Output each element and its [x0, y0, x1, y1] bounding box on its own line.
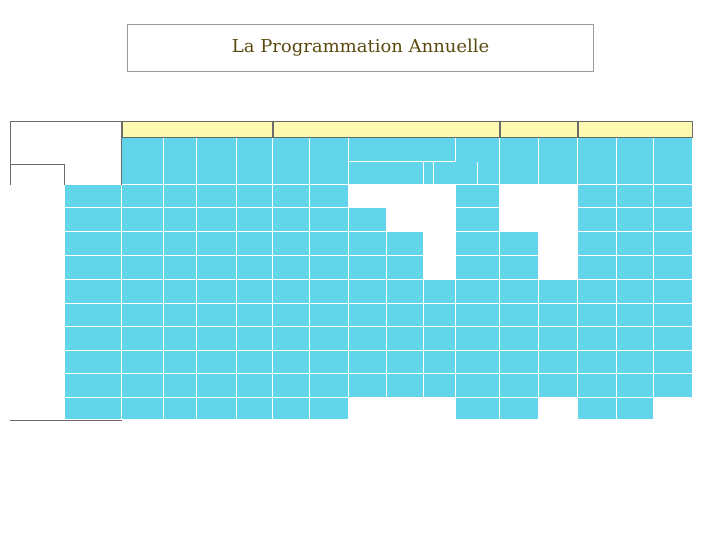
table-cell: [500, 208, 539, 232]
page-title: La Programmation Annuelle: [231, 36, 490, 57]
column-header: [500, 138, 539, 185]
table-cell: [164, 256, 197, 280]
table-cell: [578, 280, 617, 304]
month-label: [65, 208, 122, 232]
table-cell: [197, 327, 237, 351]
table-cell: [617, 327, 654, 351]
table-cell: [578, 351, 617, 374]
column-header: [617, 138, 654, 185]
table-cell: [578, 327, 617, 351]
table-cell: [164, 374, 197, 398]
month-label: [65, 351, 122, 374]
table-cell: [122, 327, 164, 351]
table-cell: [273, 304, 310, 327]
cycle-label: [10, 232, 65, 280]
table-cell: [387, 185, 424, 208]
column-header: [197, 138, 237, 185]
table-cell: [164, 351, 197, 374]
group-header: [500, 121, 578, 138]
table-cell: [617, 398, 654, 420]
table-cell: [273, 327, 310, 351]
table-cell: [456, 351, 500, 374]
table-cell: [122, 256, 164, 280]
table-cell: [349, 185, 387, 208]
table-cell: [617, 208, 654, 232]
table-cell: [122, 374, 164, 398]
table-cell: [539, 304, 578, 327]
cycle-label: [10, 280, 65, 327]
table-cell: [456, 304, 500, 327]
table-cell: [456, 185, 500, 208]
table-cell: [122, 185, 164, 208]
table-cell: [424, 351, 456, 374]
column-header: [654, 138, 693, 185]
table-cell: [197, 208, 237, 232]
table-cell: [387, 280, 424, 304]
table-cell: [237, 256, 273, 280]
table-cell: [349, 280, 387, 304]
table-cell: [654, 304, 693, 327]
table-cell: [424, 232, 456, 256]
table-cell: [617, 304, 654, 327]
column-header: [122, 138, 164, 185]
table-cell: [197, 232, 237, 256]
table-cell: [387, 351, 424, 374]
table-cell: [310, 232, 349, 256]
table-cell: [387, 398, 424, 420]
table-cell: [654, 327, 693, 351]
month-label: [65, 304, 122, 327]
table-cell: [654, 280, 693, 304]
table-cell: [578, 232, 617, 256]
table-cell: [122, 351, 164, 374]
table-cell: [387, 374, 424, 398]
table-cell: [237, 398, 273, 420]
table-cell: [539, 208, 578, 232]
table-cell: [310, 327, 349, 351]
table-cell: [237, 232, 273, 256]
table-cell: [617, 351, 654, 374]
table-cell: [424, 374, 456, 398]
table-cell: [456, 280, 500, 304]
table-cell: [273, 232, 310, 256]
subcolumn-header: [424, 162, 434, 185]
column-header: [273, 138, 310, 185]
table-cell: [164, 304, 197, 327]
table-cell: [617, 232, 654, 256]
cycle-label: [10, 185, 65, 232]
table-cell: [273, 280, 310, 304]
table-cell: [539, 351, 578, 374]
subcolumn-header: [349, 162, 424, 185]
table-cell: [122, 208, 164, 232]
table-cell: [310, 304, 349, 327]
month-label: [65, 327, 122, 351]
table-cell: [500, 374, 539, 398]
table-cell: [197, 304, 237, 327]
table-cell: [456, 232, 500, 256]
table-cell: [617, 185, 654, 208]
column-header: [578, 138, 617, 185]
table-cell: [310, 185, 349, 208]
table-cell: [164, 185, 197, 208]
table-cell: [164, 208, 197, 232]
month-label: [65, 185, 122, 208]
group-header: [578, 121, 693, 138]
table-cell: [578, 208, 617, 232]
table-cell: [654, 398, 693, 420]
cycle-label: [10, 327, 65, 374]
table-cell: [387, 256, 424, 280]
table-cell: [237, 374, 273, 398]
group-header: [273, 121, 500, 138]
group-header: [122, 121, 273, 138]
table-cell: [578, 374, 617, 398]
table-cell: [654, 232, 693, 256]
table-cell: [578, 304, 617, 327]
table-cell: [273, 256, 310, 280]
table-cell: [500, 304, 539, 327]
table-cell: [310, 374, 349, 398]
subcolumn-header: [434, 162, 478, 185]
table-cell: [654, 185, 693, 208]
table-cell: [456, 256, 500, 280]
table-cell: [578, 185, 617, 208]
column-header: [539, 138, 578, 185]
table-cell: [349, 351, 387, 374]
table-cell: [164, 232, 197, 256]
table-cell: [197, 280, 237, 304]
table-cell: [456, 374, 500, 398]
table-cell: [122, 398, 164, 420]
table-cell: [310, 256, 349, 280]
table-cell: [387, 327, 424, 351]
table-cell: [273, 208, 310, 232]
table-cell: [539, 280, 578, 304]
table-cell: [539, 185, 578, 208]
table-cell: [273, 185, 310, 208]
table-cell: [349, 208, 387, 232]
table-cell: [349, 327, 387, 351]
table-cell: [237, 185, 273, 208]
table-cell: [237, 304, 273, 327]
table-cell: [539, 327, 578, 351]
table-cell: [273, 351, 310, 374]
column-header-collectif: [349, 138, 456, 162]
table-cell: [310, 280, 349, 304]
table-cell: [500, 398, 539, 420]
table-cell: [424, 327, 456, 351]
column-header: [237, 138, 273, 185]
table-cell: [197, 398, 237, 420]
table-cell: [237, 351, 273, 374]
table-cell: [349, 398, 387, 420]
table-cell: [164, 280, 197, 304]
table-cell: [424, 208, 456, 232]
table-cell: [310, 351, 349, 374]
table-cell: [539, 398, 578, 420]
column-header: [164, 138, 197, 185]
table-cell: [654, 256, 693, 280]
table-cell: [122, 304, 164, 327]
table-cell: [310, 208, 349, 232]
table-cell: [349, 304, 387, 327]
table-cell: [424, 398, 456, 420]
table-cell: [424, 304, 456, 327]
table-cell: [237, 208, 273, 232]
table-cell: [500, 327, 539, 351]
table-cell: [500, 280, 539, 304]
table-cell: [197, 256, 237, 280]
table-cell: [539, 374, 578, 398]
table-cell: [539, 256, 578, 280]
table-cell: [387, 304, 424, 327]
table-cell: [349, 256, 387, 280]
table-cell: [237, 327, 273, 351]
table-cell: [424, 280, 456, 304]
table-cell: [654, 351, 693, 374]
table-cell: [164, 327, 197, 351]
table-cell: [500, 256, 539, 280]
table-cell: [456, 398, 500, 420]
table-cell: [500, 232, 539, 256]
table-cell: [578, 398, 617, 420]
table-cell: [387, 208, 424, 232]
cycles-header: [10, 164, 65, 186]
table-cell: [273, 374, 310, 398]
table-cell: [539, 232, 578, 256]
table-cell: [197, 185, 237, 208]
month-label: [65, 256, 122, 280]
month-label: [65, 232, 122, 256]
table-cell: [197, 351, 237, 374]
table-cell: [387, 232, 424, 256]
table-cell: [617, 374, 654, 398]
table-cell: [654, 208, 693, 232]
table-cell: [617, 256, 654, 280]
table-cell: [456, 327, 500, 351]
mois-header: [65, 164, 122, 186]
month-label: [65, 280, 122, 304]
table-cell: [197, 374, 237, 398]
table-cell: [424, 185, 456, 208]
month-label: [65, 374, 122, 398]
month-label: [65, 398, 122, 420]
table-cell: [654, 374, 693, 398]
table-cell: [273, 398, 310, 420]
table-cell: [310, 398, 349, 420]
table-cell: [578, 256, 617, 280]
table-cell: [164, 398, 197, 420]
table-cell: [424, 256, 456, 280]
table-cell: [456, 208, 500, 232]
column-header: [310, 138, 349, 185]
table-cell: [349, 232, 387, 256]
cycle-label: [10, 374, 65, 420]
table-cell: [122, 232, 164, 256]
table-cell: [500, 351, 539, 374]
table-cell: [500, 185, 539, 208]
table-cell: [617, 280, 654, 304]
table-cell: [122, 280, 164, 304]
table-cell: [237, 280, 273, 304]
table-cell: [349, 374, 387, 398]
